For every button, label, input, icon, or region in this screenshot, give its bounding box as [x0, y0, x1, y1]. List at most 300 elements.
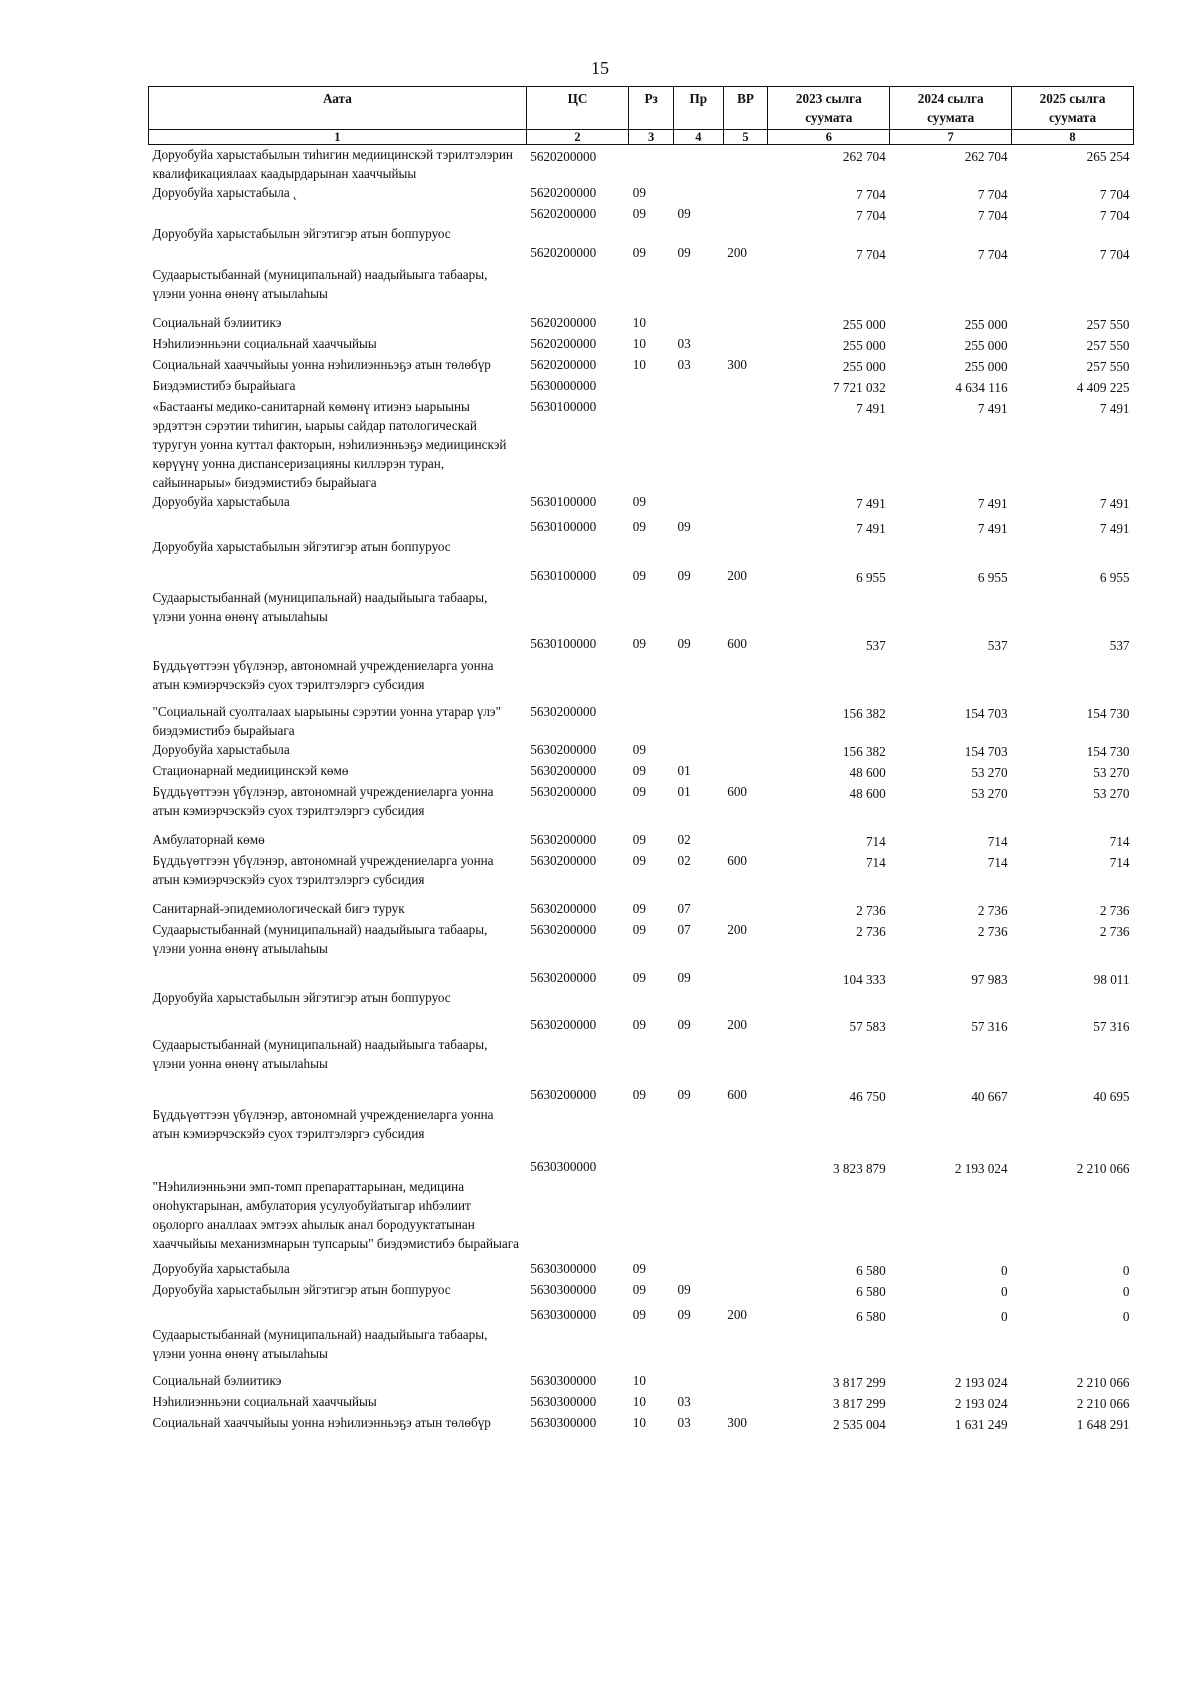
row-rz: 09 [632, 742, 646, 757]
row-name: Социальнай бэлиитикэ [152, 1373, 282, 1388]
row-cs-code: 5630300000 [530, 1282, 597, 1297]
row-2025-amount: 7 704 [1099, 247, 1130, 262]
row-2025-amount: 7 491 [1099, 401, 1130, 416]
row-rz: 09 [632, 763, 646, 778]
row-2025-amount: 4 409 225 [1076, 380, 1130, 395]
row-cs-code: 5630200000 [530, 742, 597, 757]
row-rz [629, 145, 674, 184]
row-cs-code: 5630200000 [530, 922, 597, 937]
row-2023-amount: 57 583 [849, 1019, 886, 1034]
row-2023-amount: 6 580 [856, 1309, 886, 1324]
row-pr [673, 397, 723, 492]
table-row [149, 1015, 1134, 1085]
row-pr: 07 [677, 922, 691, 937]
row-2023-amount: 2 736 [856, 924, 886, 939]
row-pr [673, 740, 723, 761]
row-2023-amount: 7 491 [856, 401, 886, 416]
row-rz: 09 [632, 901, 646, 916]
header-rz: Рз [629, 87, 674, 130]
row-name: Социальнай хааччыйыы уонна нэһилиэнньэҕэ атын төлөбүр [152, 357, 491, 372]
row-vr: 200 [727, 1307, 747, 1322]
row-2025-amount: 2 736 [1099, 924, 1130, 939]
row-pr: 09 [677, 1087, 691, 1102]
row-cs-code: 5630300000 [530, 1373, 597, 1388]
table-row [149, 183, 1134, 204]
row-2023-amount: 255 000 [842, 338, 886, 353]
table-row [149, 782, 1134, 830]
row-pr: 02 [677, 853, 691, 868]
table-row [149, 1085, 1134, 1157]
row-rz: 09 [632, 568, 646, 583]
row-vr: 300 [727, 357, 747, 372]
row-vr: 600 [727, 784, 747, 799]
table-row [149, 204, 1134, 243]
row-2025-amount: 154 730 [1086, 706, 1130, 721]
row-cs-code: 5630200000 [530, 704, 597, 719]
row-pr: 09 [677, 568, 691, 583]
row-cs-code: 5620200000 [530, 357, 597, 372]
row-name: Амбулаторнай көмө [152, 832, 265, 847]
row-rz: 09 [632, 1087, 646, 1102]
row-name: Биэдэмистибэ бырайыага [152, 378, 296, 393]
row-2024-amount: 7 491 [977, 496, 1008, 511]
row-pr [673, 1259, 723, 1280]
row-name: Судаарыстыбаннай (муниципальнай) наадыйыыга табаары, үлэни уонна өнөнү атыылаһыы [152, 1037, 488, 1071]
row-vr: 200 [727, 568, 747, 583]
row-cs-code: 5630200000 [530, 901, 597, 916]
row-name: Судаарыстыбаннай (муниципальнай) наадыйыыга табаары, үлэни уонна өнөнү атыылаһыы [152, 590, 488, 624]
row-cs-code: 5630300000 [530, 1307, 597, 1322]
row-pr: 01 [677, 763, 691, 778]
row-rz [629, 1157, 674, 1259]
row-cs-code: 5620200000 [530, 245, 597, 260]
row-cs-code: 5620200000 [530, 206, 597, 221]
column-number: 1 [149, 130, 527, 145]
row-name: Доруобуйа харыстабыла ˛ [152, 185, 298, 200]
row-2023-amount: 7 491 [856, 496, 886, 511]
header-name: Аата [149, 87, 527, 130]
row-2023-amount: 714 [865, 834, 886, 849]
row-cs-code: 5630300000 [530, 1415, 597, 1430]
row-vr [723, 376, 768, 397]
row-2025-amount: 257 550 [1086, 317, 1130, 332]
row-cs-code: 5630200000 [530, 763, 597, 778]
row-2023-amount: 6 580 [856, 1284, 886, 1299]
row-2023-amount: 7 704 [856, 247, 886, 262]
row-rz: 09 [632, 636, 646, 651]
row-vr [723, 1157, 768, 1259]
row-pr: 02 [677, 832, 691, 847]
row-cs-code: 5630300000 [530, 1159, 597, 1174]
row-2025-amount: 53 270 [1093, 786, 1130, 801]
table-row [149, 968, 1134, 1015]
header-pr: Пр [673, 87, 723, 130]
row-2023-amount: 262 704 [842, 149, 886, 164]
row-cs-code: 5630300000 [530, 1261, 597, 1276]
row-2024-amount: 0 [1000, 1263, 1008, 1278]
row-2023-amount: 7 491 [856, 521, 886, 536]
row-pr: 03 [677, 1394, 691, 1409]
row-vr [723, 1280, 768, 1305]
row-2023-amount: 3 823 879 [832, 1161, 886, 1176]
row-2023-amount: 48 600 [849, 765, 886, 780]
row-name: Бүддьүөттээн үбүлэнэр, автономнай учреждениеларга уонна атын кэмиэрчэскэйэ суох тэрилтэлэргэ субсидия [152, 853, 494, 887]
row-2023-amount: 3 817 299 [832, 1375, 886, 1390]
row-pr: 07 [677, 901, 691, 916]
row-cs-code: 5630200000 [530, 970, 597, 985]
row-pr: 03 [677, 336, 691, 351]
table-row [149, 1392, 1134, 1413]
table-row [149, 1371, 1134, 1392]
row-2024-amount: 154 703 [964, 744, 1008, 759]
row-rz: 10 [632, 1394, 646, 1409]
row-rz: 09 [632, 922, 646, 937]
row-cs-code: 5620200000 [530, 336, 597, 351]
row-2023-amount: 2 535 004 [832, 1417, 886, 1432]
row-vr [723, 830, 768, 851]
row-2025-amount: 714 [1109, 834, 1130, 849]
row-pr [673, 1157, 723, 1259]
row-vr: 600 [727, 1087, 747, 1102]
table-row [149, 899, 1134, 920]
column-number: 5 [723, 130, 768, 145]
row-name: "Социальнай суолталаах ыарыыны сэрэтии уонна утарар үлэ" биэдэмистибэ бырайыага [152, 704, 501, 738]
row-rz: 09 [632, 1261, 646, 1276]
row-name: Доруобуйа харыстабыла [152, 494, 290, 509]
row-name: Доруобуйа харыстабылын эйгэтигэр атын боппуруос [152, 1282, 451, 1297]
row-2025-amount: 57 316 [1093, 1019, 1130, 1034]
budget-table [148, 86, 1134, 1434]
row-2023-amount: 156 382 [842, 706, 886, 721]
row-cs-code: 5630100000 [530, 399, 597, 414]
row-2023-amount: 7 721 032 [832, 380, 886, 395]
column-number: 6 [768, 130, 890, 145]
row-rz: 09 [632, 970, 646, 985]
row-2025-amount: 98 011 [1093, 972, 1130, 987]
row-vr [723, 1392, 768, 1413]
row-2023-amount: 3 817 299 [832, 1396, 886, 1411]
row-2025-amount: 2 210 066 [1076, 1161, 1130, 1176]
row-name: Доруобуйа харыстабылын эйгэтигэр атын боппуруос [152, 990, 451, 1005]
row-rz: 10 [632, 336, 646, 351]
row-rz: 09 [632, 853, 646, 868]
row-rz: 09 [632, 1017, 646, 1032]
row-2023-amount: 714 [865, 855, 886, 870]
row-2024-amount: 2 193 024 [954, 1375, 1008, 1390]
row-2024-amount: 40 667 [971, 1089, 1008, 1104]
row-pr: 09 [677, 1282, 691, 1297]
table-row [149, 243, 1134, 313]
row-pr: 03 [677, 1415, 691, 1430]
row-rz: 09 [632, 832, 646, 847]
header-2025: 2025 сылга суумата [1012, 87, 1134, 130]
column-number-row [149, 130, 1134, 145]
row-rz: 10 [632, 315, 646, 330]
budget-table-container [148, 86, 1134, 1434]
row-2024-amount: 97 983 [971, 972, 1008, 987]
row-name: Судаарыстыбаннай (муниципальнай) наадыйыыга табаары, үлэни уонна өнөнү атыылаһыы [152, 922, 488, 956]
row-2024-amount: 53 270 [971, 786, 1008, 801]
row-cs-code: 5630200000 [530, 832, 597, 847]
row-vr [723, 397, 768, 492]
row-rz: 09 [632, 206, 646, 221]
row-name: Бүддьүөттээн үбүлэнэр, автономнай учреждениеларга уонна атын кэмиэрчэскэйэ суох тэрилтэлэргэ субсидия [152, 658, 494, 692]
row-name: Социальнай бэлиитикэ [152, 315, 282, 330]
row-2023-amount: 6 955 [856, 570, 886, 585]
row-2023-amount: 2 736 [856, 903, 886, 918]
row-2024-amount: 714 [987, 855, 1008, 870]
table-row [149, 1157, 1134, 1259]
row-name: Санитарнай-эпидемиологическай бигэ турук [152, 901, 405, 916]
row-rz: 09 [632, 1282, 646, 1297]
row-2024-amount: 255 000 [964, 317, 1008, 332]
table-row [149, 355, 1134, 376]
row-2025-amount: 40 695 [1093, 1089, 1130, 1104]
row-cs-code: 5630100000 [530, 519, 597, 534]
row-2025-amount: 257 550 [1086, 359, 1130, 374]
row-pr: 09 [677, 519, 691, 534]
row-pr [673, 702, 723, 740]
row-2024-amount: 7 704 [977, 247, 1008, 262]
row-2025-amount: 0 [1122, 1309, 1130, 1324]
row-cs-code: 5630200000 [530, 784, 597, 799]
row-vr: 200 [727, 1017, 747, 1032]
row-pr: 09 [677, 1017, 691, 1032]
row-cs-code: 5630100000 [530, 636, 597, 651]
table-row [149, 145, 1134, 184]
page-number: 15 [591, 58, 609, 78]
row-pr: 09 [677, 1307, 691, 1322]
row-2025-amount: 7 704 [1099, 187, 1130, 202]
table-row [149, 1305, 1134, 1371]
header-2024: 2024 сылга суумата [890, 87, 1012, 130]
row-pr [673, 492, 723, 517]
row-2025-amount: 1 648 291 [1076, 1417, 1130, 1432]
row-vr: 600 [727, 853, 747, 868]
row-vr [723, 899, 768, 920]
row-pr [673, 1371, 723, 1392]
row-2023-amount: 156 382 [842, 744, 886, 759]
table-row [149, 313, 1134, 334]
row-cs-code: 5630100000 [530, 568, 597, 583]
row-pr: 09 [677, 636, 691, 651]
row-cs-code: 5630000000 [530, 378, 597, 393]
row-2023-amount: 255 000 [842, 359, 886, 374]
row-cs-code: 5630300000 [530, 1394, 597, 1409]
row-pr: 01 [677, 784, 691, 799]
row-2025-amount: 0 [1122, 1284, 1130, 1299]
row-vr [723, 183, 768, 204]
table-row [149, 920, 1134, 968]
row-vr [723, 702, 768, 740]
row-rz [629, 376, 674, 397]
row-2024-amount: 1 631 249 [954, 1417, 1008, 1432]
row-cs-code: 5620200000 [530, 149, 597, 164]
row-2023-amount: 104 333 [842, 972, 886, 987]
row-2024-amount: 2 193 024 [954, 1161, 1008, 1176]
row-2024-amount: 255 000 [964, 359, 1008, 374]
column-number: 7 [890, 130, 1012, 145]
row-2024-amount: 4 634 116 [955, 380, 1008, 395]
row-2024-amount: 2 736 [977, 903, 1008, 918]
row-2023-amount: 6 580 [856, 1263, 886, 1278]
row-name: Нэһилиэнньэни социальнай хааччыйыы [152, 336, 377, 351]
table-row [149, 376, 1134, 397]
header-2023: 2023 сылга суумата [768, 87, 890, 130]
row-2025-amount: 6 955 [1099, 570, 1130, 585]
row-2025-amount: 2 210 066 [1076, 1396, 1130, 1411]
table-row [149, 740, 1134, 761]
row-rz: 09 [632, 784, 646, 799]
row-name: Стационарнай медиицинскэй көмө [152, 763, 349, 778]
header-vr: ВР [723, 87, 768, 130]
row-2025-amount: 0 [1122, 1263, 1130, 1278]
table-row [149, 517, 1134, 566]
row-2023-amount: 48 600 [849, 786, 886, 801]
row-rz: 10 [632, 1415, 646, 1430]
row-2024-amount: 53 270 [971, 765, 1008, 780]
row-2023-amount: 46 750 [849, 1089, 886, 1104]
row-2025-amount: 537 [1109, 638, 1130, 653]
row-2024-amount: 57 316 [971, 1019, 1008, 1034]
row-2023-amount: 7 704 [856, 187, 886, 202]
row-2023-amount: 537 [865, 638, 886, 653]
row-2025-amount: 53 270 [1093, 765, 1130, 780]
row-2024-amount: 0 [1000, 1284, 1008, 1299]
row-vr [723, 968, 768, 1015]
row-vr [723, 1371, 768, 1392]
row-cs-code: 5630200000 [530, 1087, 597, 1102]
row-vr [723, 740, 768, 761]
row-name: Судаарыстыбаннай (муниципальнай) наадыйыыга табаары, үлэни уонна өнөнү атыылаһыы [152, 267, 488, 301]
row-name: Нэһилиэнньэни социальнай хааччыйыы [152, 1394, 377, 1409]
table-header-row [149, 87, 1134, 130]
row-2023-amount: 7 704 [856, 208, 886, 223]
row-vr: 600 [727, 636, 747, 651]
table-row [149, 1280, 1134, 1305]
row-2024-amount: 154 703 [964, 706, 1008, 721]
row-name: Доруобуйа харыстабылын эйгэтигэр атын боппуруос [152, 226, 451, 241]
row-pr: 09 [677, 245, 691, 260]
row-rz: 09 [632, 185, 646, 200]
row-2024-amount: 537 [987, 638, 1008, 653]
row-pr: 09 [677, 970, 691, 985]
row-2025-amount: 7 491 [1099, 521, 1130, 536]
row-vr [723, 761, 768, 782]
row-2024-amount: 255 000 [964, 338, 1008, 353]
column-number: 3 [629, 130, 674, 145]
row-2024-amount: 7 704 [977, 208, 1008, 223]
row-pr [673, 183, 723, 204]
row-vr: 200 [727, 245, 747, 260]
row-vr [723, 492, 768, 517]
row-2025-amount: 7 704 [1099, 208, 1130, 223]
row-2024-amount: 0 [1000, 1309, 1008, 1324]
row-2025-amount: 714 [1109, 855, 1130, 870]
row-name: Доруобуйа харыстабыла [152, 1261, 290, 1276]
row-rz [629, 702, 674, 740]
row-cs-code: 5630200000 [530, 1017, 597, 1032]
row-rz: 10 [632, 1373, 646, 1388]
table-row [149, 702, 1134, 740]
row-2024-amount: 2 193 024 [954, 1396, 1008, 1411]
row-2024-amount: 7 491 [977, 521, 1008, 536]
row-name: Доруобуйа харыстабылын тиһигин медиицинскэй тэрилтэлэрин квалификациялаах каадырдарынан хааччыйыы [152, 147, 513, 181]
row-cs-code: 5630200000 [530, 853, 597, 868]
row-name: Бүддьүөттээн үбүлэнэр, автономнай учреждениеларга уонна атын кэмиэрчэскэйэ суох тэрилтэлэргэ субсидия [152, 784, 494, 818]
table-row [149, 761, 1134, 782]
row-vr [723, 145, 768, 184]
row-pr: 09 [677, 206, 691, 221]
row-2024-amount: 714 [987, 834, 1008, 849]
row-vr [723, 517, 768, 566]
row-rz: 09 [632, 519, 646, 534]
row-2024-amount: 7 704 [977, 187, 1008, 202]
table-row [149, 634, 1134, 702]
row-rz: 09 [632, 245, 646, 260]
row-pr [673, 376, 723, 397]
row-vr [723, 334, 768, 355]
row-2025-amount: 265 254 [1086, 149, 1130, 164]
row-name: «Бастааҥы медико-санитарнай көмөнү итиэнэ ыарыыны эрдэттэн сэрэтии тиһигин, ыарыы сайдар патологическай туругун уонна куттал факторын, нэһилиэнньэҕэ медиицинскэй көрүүнү уонна диспансеризацияны киллэрэн туран, сайыннарыы» биэдэмистибэ бырайыага [152, 399, 507, 490]
table-row [149, 1259, 1134, 1280]
row-2025-amount: 257 550 [1086, 338, 1130, 353]
row-2025-amount: 2 210 066 [1076, 1375, 1130, 1390]
row-2024-amount: 2 736 [977, 924, 1008, 939]
row-name: Бүддьүөттээн үбүлэнэр, автономнай учреждениеларга уонна атын кэмиэрчэскэйэ суох тэрилтэлэргэ субсидия [152, 1107, 494, 1141]
table-body [149, 145, 1134, 1435]
row-cs-code: 5620200000 [530, 185, 597, 200]
row-2024-amount: 262 704 [964, 149, 1008, 164]
row-name: Доруобуйа харыстабыла [152, 742, 290, 757]
row-vr [723, 204, 768, 243]
row-cs-code: 5630100000 [530, 494, 597, 509]
row-name: "Нэһилиэнньэни эмп-томп препараттарынан, медицина оноһуктарынан, амбулатория усулуобуйатыгар иһбэлиит оҕолорго аналлаах эмтээх аһылык анал бородууктатынан хааччыйыы механизмнарын тупсарыы" биэдэмистибэ бырайыага [152, 1179, 520, 1251]
table-row [149, 566, 1134, 634]
row-vr: 200 [727, 922, 747, 937]
row-cs-code: 5620200000 [530, 315, 597, 330]
row-rz: 09 [632, 1307, 646, 1322]
row-2025-amount: 2 736 [1099, 903, 1130, 918]
row-2024-amount: 6 955 [977, 570, 1008, 585]
column-number: 4 [673, 130, 723, 145]
table-row [149, 397, 1134, 492]
row-2025-amount: 154 730 [1086, 744, 1130, 759]
table-row [149, 1413, 1134, 1434]
row-vr [723, 313, 768, 334]
row-2024-amount: 7 491 [977, 401, 1008, 416]
row-rz [629, 397, 674, 492]
row-pr: 03 [677, 357, 691, 372]
row-2025-amount: 7 491 [1099, 496, 1130, 511]
table-row [149, 492, 1134, 517]
table-row [149, 830, 1134, 851]
table-row [149, 334, 1134, 355]
row-rz: 10 [632, 357, 646, 372]
row-name: Социальнай хааччыйыы уонна нэһилиэнньэҕэ атын төлөбүр [152, 1415, 491, 1430]
row-name: Судаарыстыбаннай (муниципальнай) наадыйыыга табаары, үлэни уонна өнөнү атыылаһыы [152, 1327, 488, 1361]
column-number: 2 [526, 130, 629, 145]
row-pr [673, 313, 723, 334]
row-vr [723, 1259, 768, 1280]
column-number: 8 [1012, 130, 1134, 145]
row-2023-amount: 255 000 [842, 317, 886, 332]
row-pr [673, 145, 723, 184]
row-vr: 300 [727, 1415, 747, 1430]
row-rz: 09 [632, 494, 646, 509]
row-name: Доруобуйа харыстабылын эйгэтигэр атын боппуруос [152, 539, 451, 554]
table-row [149, 851, 1134, 899]
